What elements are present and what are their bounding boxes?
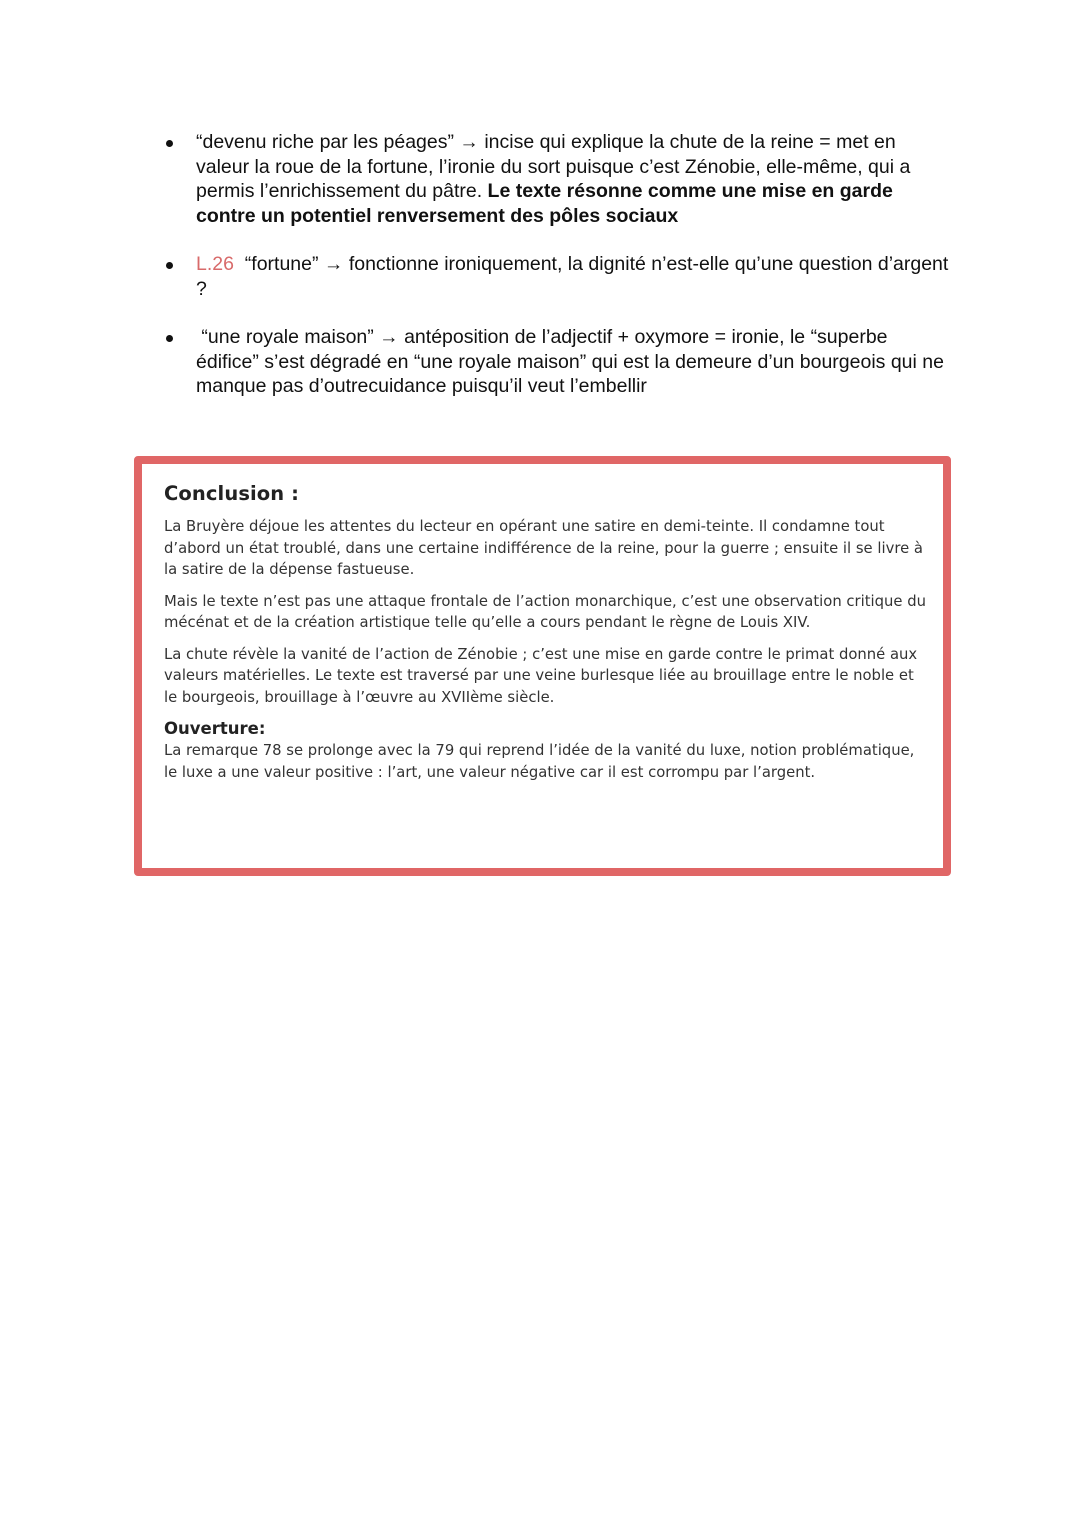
opening-title: Ouverture: xyxy=(164,719,266,738)
bullet-text xyxy=(196,253,954,300)
bullet-dot-icon xyxy=(166,140,173,147)
conclusion-paragraph-2: Mais le texte n’est pas une attaque frontale de l’action monarchique, c’est une observation critique du mécénat et de la création artistique telle qu’elle a cours pendant le règne de Louis XIV. xyxy=(164,592,926,631)
bullet-dot-icon xyxy=(166,335,173,342)
bullet-item-1 xyxy=(160,130,950,228)
bullet-text-segment: “une royale maison” → antéposition de l’adjectif + oxymore = ironie, le “superbe édifice” s’est dégradé en “une royale maison” qui est la demeure d’un bourgeois qui ne manque pas d’outrecuidance puisqu’il veut l’embellir xyxy=(196,326,950,397)
bullet-text-segment: “fortune” → fonctionne ironiquement, la dignité n’est-elle qu’une question d’argent ? xyxy=(196,253,954,300)
bullet-item-3 xyxy=(160,325,950,399)
opening-paragraph: La remarque 78 se prolonge avec la 79 qui reprend l’idée de la vanité du luxe, notion problématique, le luxe a une valeur positive : l’art, une valeur négative car il est corrompu par l’argent. xyxy=(164,742,915,781)
conclusion-box xyxy=(134,456,951,876)
bullet-item-2 xyxy=(160,252,954,301)
conclusion-paragraph-3: La chute révèle la vanité de l’action de Zénobie ; c’est une mise en garde contre le primat donné aux valeurs matérielles. Le texte est traversé par une veine burlesque liée au brouillage entre le noble et le bourgeois, brouillage à l’œuvre au XVIIème siècle. xyxy=(164,645,918,706)
bullet-bold-segment: Le texte résonne comme une mise en garde contre un potentiel renversement des pôles sociaux xyxy=(196,180,893,227)
conclusion-title: Conclusion : xyxy=(164,482,300,505)
bullet-text xyxy=(196,131,910,227)
bullet-text-segment: “devenu riche par les péages” → incise qui explique la chute de la reine = met en valeur la roue de la fortune, l’ironie du sort puisque c’est Zénobie, elle-même, qui a permis l’enrichissement du pâtre. xyxy=(196,131,911,202)
conclusion-paragraph-1: La Bruyère déjoue les attentes du lecteur en opérant une satire en demi-teinte. Il condamne tout d’abord un état troublé, dans une certaine indifférence de la reine, pour la guerre ; ensuite il se livre à la satire de la dépense fastueuse. xyxy=(164,518,923,578)
analysis-bullet-list xyxy=(160,130,954,399)
line-reference: L.26 xyxy=(196,253,234,275)
bullet-text xyxy=(196,326,949,397)
conclusion-content xyxy=(164,482,926,783)
bullet-dot-icon xyxy=(166,262,173,269)
